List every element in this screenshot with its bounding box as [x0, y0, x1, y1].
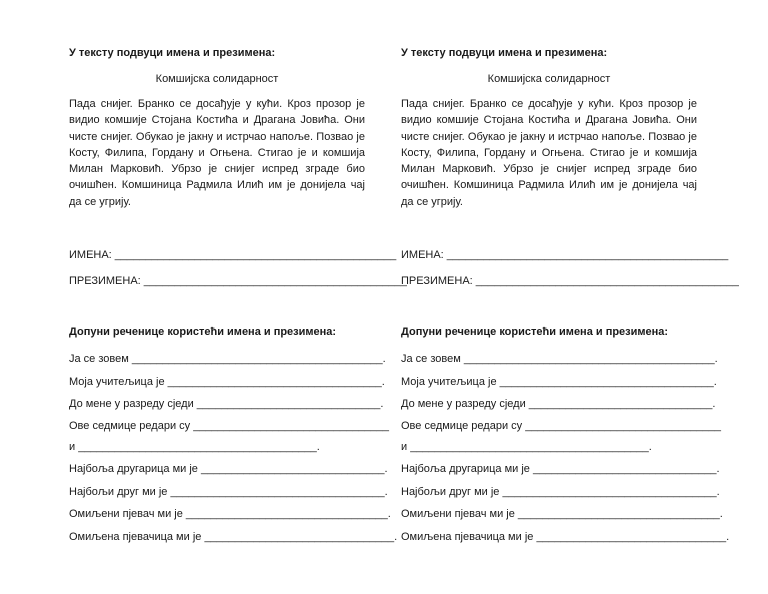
story-text: Пада снијег. Бранко се досађује у кући. Кроз прозор је видио комшије Стојана Костића и Драгана Јовића. Они чисте снијег. Обукао је јакну и истрчао напоље. Позвао је Косту, Филипа, Гордану и Огњена. Стигао је и комшија Милан Марковић. Убрзо је снијег испред зграде био очишћен. Комшиница Радмила Илић им је донијела чај да се угрију.: [401, 98, 697, 208]
sentence-line[interactable]: и _______________________________________.: [401, 441, 652, 453]
sentence-line[interactable]: Омиљени пјевач ми је _________________________________.: [401, 508, 723, 520]
sentence-line[interactable]: Ове седмице редари су ________________________________: [69, 420, 389, 432]
sentence-line[interactable]: До мене у разреду сједи ______________________________.: [69, 398, 384, 410]
sentence-line[interactable]: Ја се зовем _________________________________________.: [401, 353, 718, 365]
sentence-line[interactable]: Најбоља другарица ми је ______________________________.: [69, 463, 388, 475]
surnames-line[interactable]: ПРЕЗИМЕНА: ___________________________________________: [69, 275, 407, 287]
task1-heading: У тексту подвуци имена и презимена:: [69, 47, 276, 59]
sentence-line[interactable]: Моја учитељица је ___________________________________.: [69, 376, 385, 388]
sentence-line[interactable]: и _______________________________________.: [69, 441, 320, 453]
sentence-line[interactable]: Моја учитељица је ___________________________________.: [401, 376, 717, 388]
sentence-line[interactable]: Најбољи друг ми је ___________________________________.: [69, 486, 388, 498]
sentence-line[interactable]: Најбоља другарица ми је ______________________________.: [401, 463, 720, 475]
sentence-line[interactable]: До мене у разреду сједи ______________________________.: [401, 398, 716, 410]
names-line[interactable]: ИМЕНА: ______________________________________________: [401, 249, 729, 261]
sentence-line[interactable]: Ове седмице редари су ________________________________: [401, 420, 721, 432]
task2-heading: Допуни реченице користећи имена и презимена:: [401, 326, 669, 338]
sentence-line[interactable]: Најбољи друг ми је ___________________________________.: [401, 486, 720, 498]
sentence-line[interactable]: Омиљена пјевачица ми је _______________________________.: [401, 531, 730, 543]
sentence-line[interactable]: Омиљени пјевач ми је _________________________________.: [69, 508, 391, 520]
sentence-line[interactable]: Ја се зовем _________________________________________.: [69, 353, 386, 365]
surnames-line[interactable]: ПРЕЗИМЕНА: ___________________________________________: [401, 275, 739, 287]
story-text: Пада снијег. Бранко се досађује у кући. Кроз прозор је видио комшије Стојана Костића и Драгана Јовића. Они чисте снијег. Обукао је јакну и истрчао напоље. Позвао је Косту, Филипа, Гордану и Огњена. Стигао је и комшија Милан Марковић. Убрзо је снијег испред зграде био очишћен. Комшиница Радмила Илић им је донијела чај да се угрију.: [69, 98, 365, 208]
worksheet-left: [69, 0, 407, 594]
names-line[interactable]: ИМЕНА: ______________________________________________: [69, 249, 397, 261]
task1-heading: У тексту подвуци имена и презимена:: [401, 47, 608, 59]
story-title: Комшијска солидарност: [487, 73, 611, 85]
task2-heading: Допуни реченице користећи имена и презимена:: [69, 326, 337, 338]
story-title: Комшијска солидарност: [155, 73, 279, 85]
sentence-line[interactable]: Омиљена пјевачица ми је _______________________________.: [69, 531, 398, 543]
worksheet-right: [401, 0, 739, 594]
